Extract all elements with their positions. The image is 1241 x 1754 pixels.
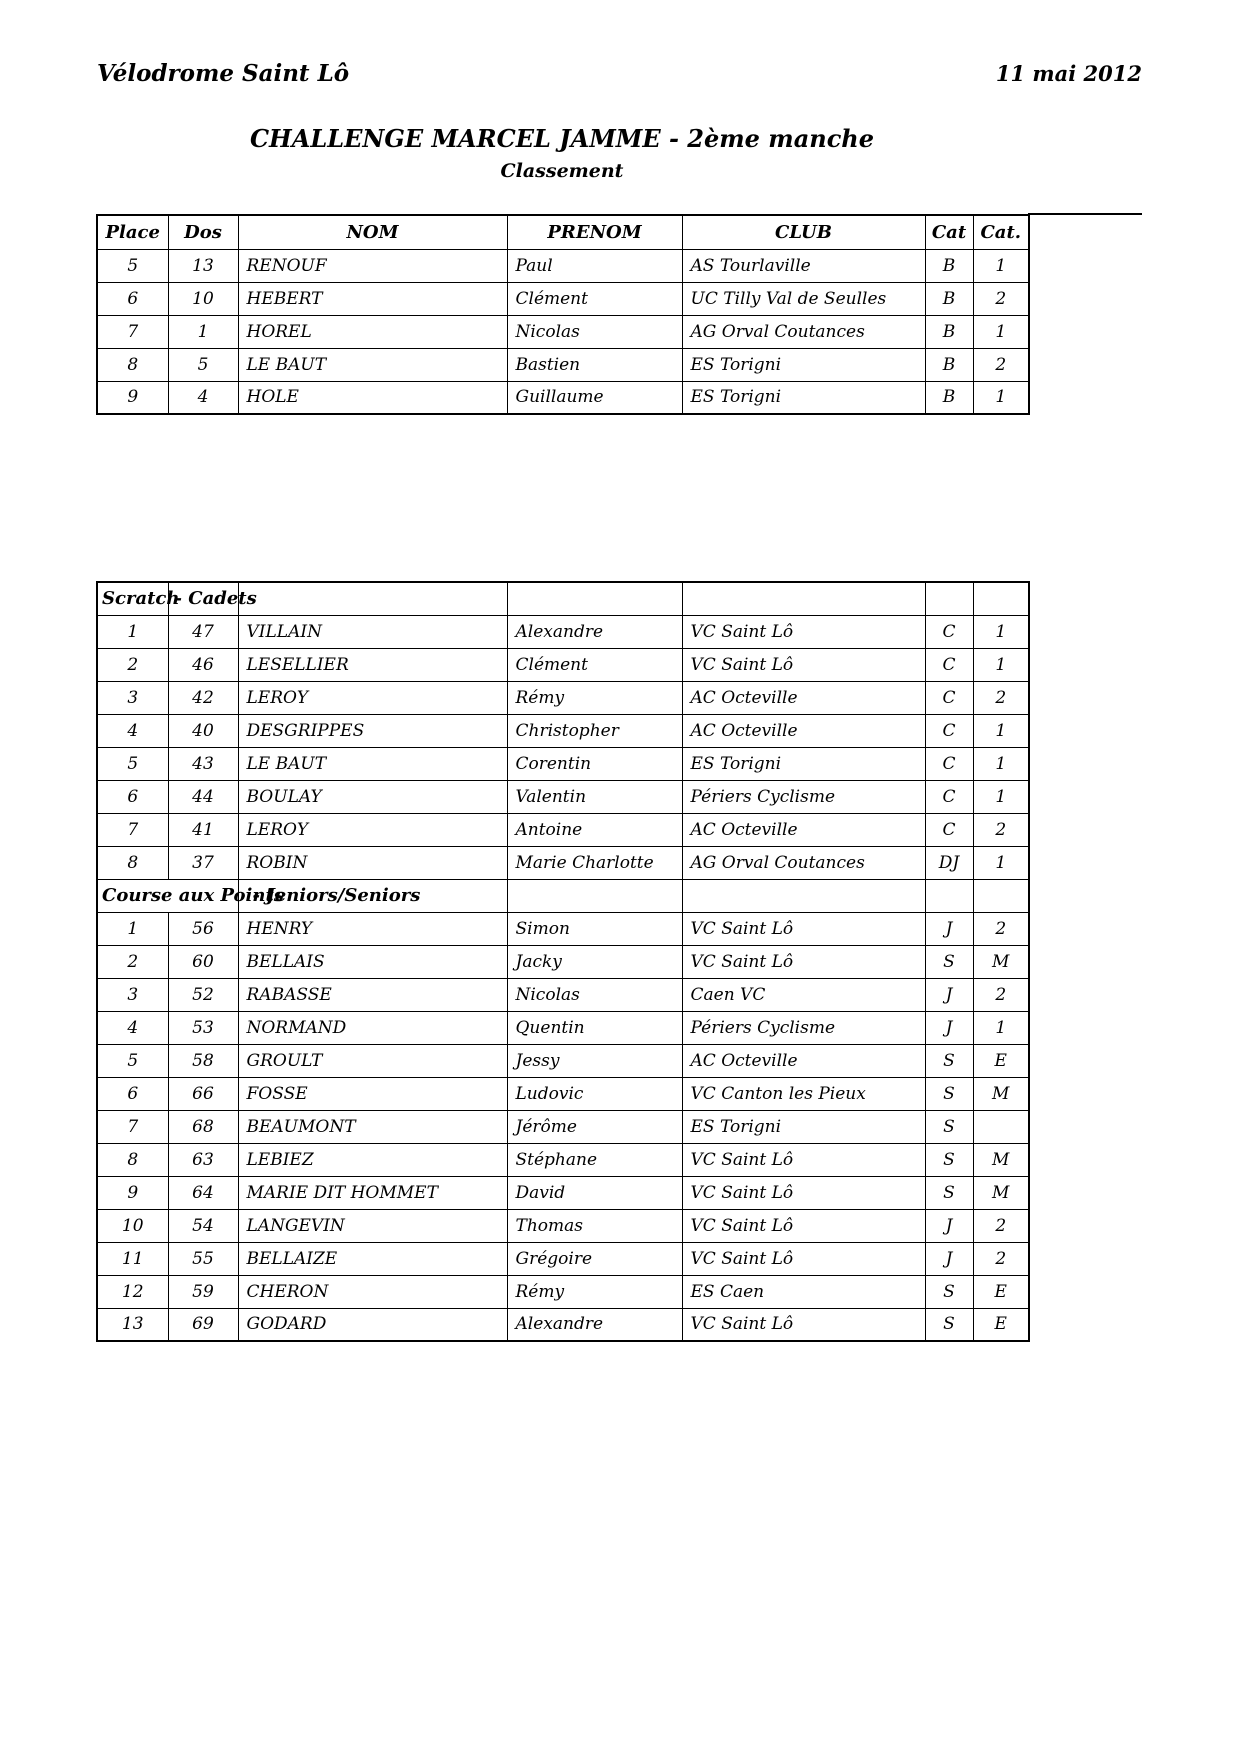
cell-dos: 69: [168, 1308, 238, 1341]
empty-cell: [682, 879, 925, 912]
cell-club: VC Saint Lô: [682, 1143, 925, 1176]
cell-prenom: Nicolas: [507, 315, 682, 348]
cell-place: 8: [97, 348, 168, 381]
table-row: [97, 714, 1029, 747]
cell-place: 13: [97, 1308, 168, 1341]
cell-place: 9: [97, 1176, 168, 1209]
cell-cat: B: [925, 348, 973, 381]
cell-cat2: 2: [973, 1242, 1029, 1275]
cell-prenom: Nicolas: [507, 978, 682, 1011]
table-row: [97, 1143, 1029, 1176]
col-header-prenom: PRENOM: [507, 215, 682, 249]
cell-club: AC Octeville: [682, 681, 925, 714]
cell-cat2: 2: [973, 978, 1029, 1011]
cell-nom: GODARD: [238, 1308, 507, 1341]
cell-place: 4: [97, 1011, 168, 1044]
cell-cat: J: [925, 978, 973, 1011]
cell-place: 7: [97, 813, 168, 846]
cell-cat2: 1: [973, 381, 1029, 414]
cell-cat: B: [925, 315, 973, 348]
cell-cat: S: [925, 1176, 973, 1209]
cell-nom: FOSSE: [238, 1077, 507, 1110]
cell-place: 7: [97, 1110, 168, 1143]
cell-club: VC Saint Lô: [682, 615, 925, 648]
cell-nom: RENOUF: [238, 249, 507, 282]
empty-cell: [507, 582, 682, 615]
table-top-extension-line: [1028, 213, 1142, 215]
results-table-cadets-seniors: [96, 581, 1030, 1342]
cell-cat: S: [925, 1308, 973, 1341]
table-row: [97, 1209, 1029, 1242]
cell-prenom: Jérôme: [507, 1110, 682, 1143]
cell-cat2: M: [973, 1143, 1029, 1176]
cell-nom: ROBIN: [238, 846, 507, 879]
table-row: [97, 747, 1029, 780]
cell-place: 2: [97, 648, 168, 681]
cell-club: UC Tilly Val de Seulles: [682, 282, 925, 315]
cell-place: 2: [97, 945, 168, 978]
cell-club: VC Saint Lô: [682, 912, 925, 945]
cell-nom: NORMAND: [238, 1011, 507, 1044]
cell-prenom: Quentin: [507, 1011, 682, 1044]
table-row: [97, 282, 1029, 315]
cell-prenom: Jacky: [507, 945, 682, 978]
cell-club: VC Saint Lô: [682, 1242, 925, 1275]
table-row: [97, 1308, 1029, 1341]
cell-prenom: Grégoire: [507, 1242, 682, 1275]
cell-club: VC Saint Lô: [682, 648, 925, 681]
cell-nom: LANGEVIN: [238, 1209, 507, 1242]
table-row: [97, 813, 1029, 846]
cell-cat2: 1: [973, 315, 1029, 348]
cell-place: 10: [97, 1209, 168, 1242]
cell-place: 5: [97, 1044, 168, 1077]
table-row: [97, 846, 1029, 879]
empty-cell: [507, 879, 682, 912]
table-row: [97, 1242, 1029, 1275]
cell-cat2: [973, 1110, 1029, 1143]
cell-cat2: 2: [973, 348, 1029, 381]
cell-cat2: E: [973, 1275, 1029, 1308]
cell-club: ES Torigni: [682, 348, 925, 381]
cell-cat: C: [925, 813, 973, 846]
cell-prenom: Clément: [507, 282, 682, 315]
cell-club: ES Caen: [682, 1275, 925, 1308]
cell-prenom: Jessy: [507, 1044, 682, 1077]
venue-title: Vélodrome Saint Lô: [97, 60, 350, 87]
cell-cat: C: [925, 747, 973, 780]
subtitle-classement: Classement: [500, 160, 624, 182]
cell-cat2: 2: [973, 813, 1029, 846]
cell-place: 5: [97, 747, 168, 780]
cell-club: ES Torigni: [682, 1110, 925, 1143]
cell-dos: 37: [168, 846, 238, 879]
cell-nom: HEBERT: [238, 282, 507, 315]
cell-cat: J: [925, 1011, 973, 1044]
table-row: [97, 1011, 1029, 1044]
col-header-cat2: Cat.: [973, 215, 1029, 249]
cell-nom: HENRY: [238, 912, 507, 945]
cell-prenom: Guillaume: [507, 381, 682, 414]
cell-dos: 59: [168, 1275, 238, 1308]
cell-cat: J: [925, 1242, 973, 1275]
table-row: [97, 978, 1029, 1011]
cell-club: AC Octeville: [682, 813, 925, 846]
cell-dos: 52: [168, 978, 238, 1011]
cell-prenom: Alexandre: [507, 1308, 682, 1341]
table-row: [97, 249, 1029, 282]
table-row: [97, 1176, 1029, 1209]
table-row: [97, 648, 1029, 681]
cell-dos: 44: [168, 780, 238, 813]
cell-nom: LESELLIER: [238, 648, 507, 681]
cell-dos: 43: [168, 747, 238, 780]
cell-cat: C: [925, 681, 973, 714]
cell-dos: 47: [168, 615, 238, 648]
cell-dos: 53: [168, 1011, 238, 1044]
cell-dos: 46: [168, 648, 238, 681]
cell-dos: 64: [168, 1176, 238, 1209]
cell-cat2: 1: [973, 747, 1029, 780]
cell-prenom: Valentin: [507, 780, 682, 813]
cell-prenom: Christopher: [507, 714, 682, 747]
cell-dos: 5: [168, 348, 238, 381]
page-header: [97, 60, 1142, 87]
cell-dos: 55: [168, 1242, 238, 1275]
empty-cell: [925, 582, 973, 615]
cell-place: 12: [97, 1275, 168, 1308]
cell-prenom: Rémy: [507, 681, 682, 714]
section-label-jeniors-seniors: - Jeniors/Seniors: [238, 879, 507, 912]
col-header-cat: Cat: [925, 215, 973, 249]
section-row-course-aux-points: [97, 879, 1029, 912]
cell-prenom: Clément: [507, 648, 682, 681]
page-title: CHALLENGE MARCEL JAMME - 2ème manche: [249, 124, 875, 153]
cell-place: 11: [97, 1242, 168, 1275]
cell-club: Caen VC: [682, 978, 925, 1011]
cell-nom: DESGRIPPES: [238, 714, 507, 747]
cell-place: 3: [97, 681, 168, 714]
cell-nom: HOLE: [238, 381, 507, 414]
cell-dos: 42: [168, 681, 238, 714]
cell-club: ES Torigni: [682, 747, 925, 780]
col-header-place: Place: [97, 215, 168, 249]
cell-dos: 4: [168, 381, 238, 414]
cell-cat2: 2: [973, 912, 1029, 945]
cell-club: ES Torigni: [682, 381, 925, 414]
cell-dos: 13: [168, 249, 238, 282]
cell-cat: S: [925, 1044, 973, 1077]
cell-nom: MARIE DIT HOMMET: [238, 1176, 507, 1209]
cell-place: 8: [97, 1143, 168, 1176]
cell-nom: BELLAIZE: [238, 1242, 507, 1275]
cell-cat2: 1: [973, 846, 1029, 879]
table-row: [97, 1077, 1029, 1110]
cell-club: VC Canton les Pieux: [682, 1077, 925, 1110]
cell-prenom: Antoine: [507, 813, 682, 846]
cell-prenom: Simon: [507, 912, 682, 945]
cell-dos: 58: [168, 1044, 238, 1077]
cell-cat: C: [925, 714, 973, 747]
cell-cat2: E: [973, 1308, 1029, 1341]
cell-club: VC Saint Lô: [682, 1308, 925, 1341]
empty-cell: [238, 582, 507, 615]
cell-cat2: 1: [973, 249, 1029, 282]
cell-dos: 66: [168, 1077, 238, 1110]
cell-dos: 60: [168, 945, 238, 978]
cell-nom: LEROY: [238, 681, 507, 714]
cell-nom: CHERON: [238, 1275, 507, 1308]
cell-prenom: Marie Charlotte: [507, 846, 682, 879]
cell-cat2: 2: [973, 282, 1029, 315]
cell-cat2: 2: [973, 681, 1029, 714]
cell-dos: 10: [168, 282, 238, 315]
cell-cat: J: [925, 1209, 973, 1242]
cell-nom: BEAUMONT: [238, 1110, 507, 1143]
cell-nom: RABASSE: [238, 978, 507, 1011]
cell-club: AG Orval Coutances: [682, 315, 925, 348]
cell-cat2: 1: [973, 1011, 1029, 1044]
empty-cell: [682, 582, 925, 615]
cell-nom: LE BAUT: [238, 348, 507, 381]
cell-nom: BOULAY: [238, 780, 507, 813]
cell-club: VC Saint Lô: [682, 1209, 925, 1242]
cell-cat: S: [925, 1275, 973, 1308]
cell-cat: S: [925, 945, 973, 978]
cell-nom: GROULT: [238, 1044, 507, 1077]
cell-cat: B: [925, 282, 973, 315]
table-row: [97, 381, 1029, 414]
cell-club: Périers Cyclisme: [682, 1011, 925, 1044]
cell-cat: DJ: [925, 846, 973, 879]
table-header-row: [97, 215, 1029, 249]
cell-cat: C: [925, 780, 973, 813]
empty-cell: [925, 879, 973, 912]
cell-cat: S: [925, 1110, 973, 1143]
table-row: [97, 912, 1029, 945]
cell-prenom: Thomas: [507, 1209, 682, 1242]
cell-dos: 41: [168, 813, 238, 846]
cell-cat2: M: [973, 1077, 1029, 1110]
cell-cat: J: [925, 912, 973, 945]
table-row: [97, 1110, 1029, 1143]
cell-club: VC Saint Lô: [682, 1176, 925, 1209]
cell-nom: VILLAIN: [238, 615, 507, 648]
section-label-scratch: Scratch: [97, 582, 168, 615]
cell-club: AC Octeville: [682, 1044, 925, 1077]
cell-dos: 40: [168, 714, 238, 747]
cell-cat: C: [925, 615, 973, 648]
cell-nom: BELLAIS: [238, 945, 507, 978]
cell-prenom: Paul: [507, 249, 682, 282]
cell-prenom: Alexandre: [507, 615, 682, 648]
document-date: 11 mai 2012: [995, 61, 1142, 86]
cell-dos: 1: [168, 315, 238, 348]
cell-place: 7: [97, 315, 168, 348]
cell-place: 6: [97, 1077, 168, 1110]
cell-cat2: 1: [973, 714, 1029, 747]
cell-nom: LE BAUT: [238, 747, 507, 780]
section-row-scratch-cadets: [97, 582, 1029, 615]
cell-cat: B: [925, 381, 973, 414]
cell-nom: LEROY: [238, 813, 507, 846]
cell-cat2: 1: [973, 780, 1029, 813]
cell-club: AG Orval Coutances: [682, 846, 925, 879]
cell-place: 8: [97, 846, 168, 879]
cell-place: 6: [97, 780, 168, 813]
cell-cat: S: [925, 1143, 973, 1176]
table-row: [97, 780, 1029, 813]
section-label-course-aux-points: Course aux Points: [97, 879, 238, 912]
table-row: [97, 945, 1029, 978]
cell-prenom: Ludovic: [507, 1077, 682, 1110]
empty-cell: [973, 879, 1029, 912]
empty-cell: [973, 582, 1029, 615]
table-row: [97, 615, 1029, 648]
cell-club: VC Saint Lô: [682, 945, 925, 978]
cell-cat: B: [925, 249, 973, 282]
cell-place: 1: [97, 912, 168, 945]
cell-cat: S: [925, 1077, 973, 1110]
cell-club: AC Octeville: [682, 714, 925, 747]
cell-dos: 63: [168, 1143, 238, 1176]
cell-nom: HOREL: [238, 315, 507, 348]
cell-place: 4: [97, 714, 168, 747]
col-header-dos: Dos: [168, 215, 238, 249]
table-row: [97, 1275, 1029, 1308]
cell-prenom: Corentin: [507, 747, 682, 780]
cell-cat2: M: [973, 945, 1029, 978]
col-header-club: CLUB: [682, 215, 925, 249]
col-header-nom: NOM: [238, 215, 507, 249]
cell-nom: LEBIEZ: [238, 1143, 507, 1176]
cell-prenom: Bastien: [507, 348, 682, 381]
cell-dos: 54: [168, 1209, 238, 1242]
cell-place: 3: [97, 978, 168, 1011]
cell-club: AS Tourlaville: [682, 249, 925, 282]
cell-place: 5: [97, 249, 168, 282]
cell-dos: 68: [168, 1110, 238, 1143]
cell-club: Périers Cyclisme: [682, 780, 925, 813]
cell-cat2: 1: [973, 615, 1029, 648]
cell-place: 1: [97, 615, 168, 648]
cell-prenom: Stéphane: [507, 1143, 682, 1176]
cell-cat2: 2: [973, 1209, 1029, 1242]
table-row: [97, 315, 1029, 348]
table-row: [97, 1044, 1029, 1077]
section-label-cadets: - Cadets: [168, 582, 238, 615]
cell-place: 6: [97, 282, 168, 315]
cell-prenom: Rémy: [507, 1275, 682, 1308]
cell-cat2: M: [973, 1176, 1029, 1209]
cell-place: 9: [97, 381, 168, 414]
cell-dos: 56: [168, 912, 238, 945]
table-row: [97, 348, 1029, 381]
cell-cat2: 1: [973, 648, 1029, 681]
results-table-benjamins: [96, 214, 1030, 415]
cell-cat2: E: [973, 1044, 1029, 1077]
cell-prenom: David: [507, 1176, 682, 1209]
cell-cat: C: [925, 648, 973, 681]
table-row: [97, 681, 1029, 714]
